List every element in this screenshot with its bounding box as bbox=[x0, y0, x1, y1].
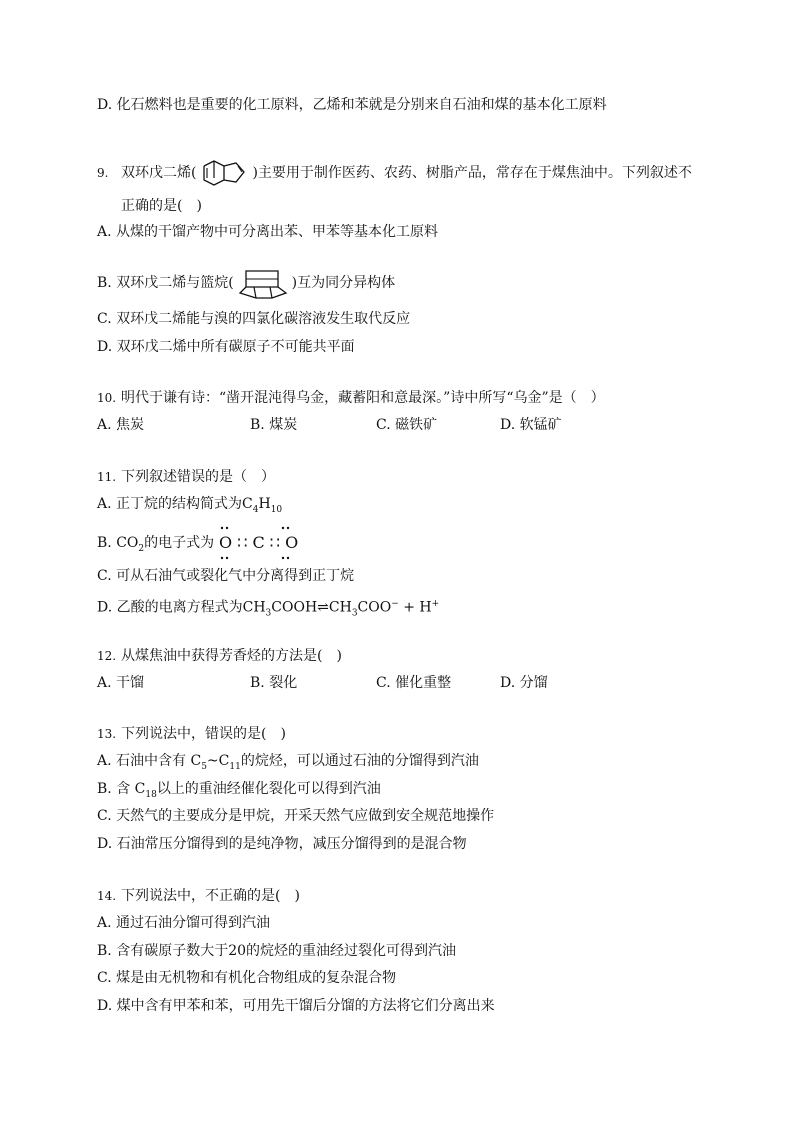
q10-stem: 10. 明代于谦有诗：“凿开混沌得乌金，藏蓄阳和意最深。”诗中所写“乌金”是（ ） bbox=[97, 390, 605, 406]
q12-stem: 12. 从煤焦油中获得芳香烃的方法是( ) bbox=[97, 648, 342, 664]
q10-option-d: D. 软锰矿 bbox=[500, 417, 562, 433]
q14-option-a: A. 通过石油分馏可得到汽油 bbox=[97, 915, 271, 931]
q9-stem-continued: 正确的是( ) bbox=[121, 198, 202, 214]
basketane-structure bbox=[234, 265, 292, 301]
q11-option-c: C. 可从石油气或裂化气中分离得到正丁烷 bbox=[97, 568, 355, 584]
q13-option-b: B. 含 $C_{18}$以上的重油经催化裂化可以得到汽油 bbox=[97, 781, 381, 800]
q9-option-c: C. 双环戊二烯能与溴的四氯化碳溶液发生取代反应 bbox=[97, 311, 411, 327]
q12-option-a: A. 干馏 bbox=[97, 675, 145, 691]
q14-stem: 14. 下列说法中，不正确的是( ) bbox=[97, 888, 300, 904]
q9-number: 9. bbox=[97, 166, 109, 180]
q10-option-c: C. 磁铁矿 bbox=[376, 417, 438, 433]
q13-option-c: C. 天然气的主要成分是甲烷，开采天然气应做到安全规范地操作 bbox=[97, 808, 495, 824]
q9-stem: 9. 双环戊二烯( )主要用于制作医药、农药、树脂产品，常存在于煤焦油中。下列叙述不 bbox=[97, 158, 692, 188]
q12-number: 12. bbox=[97, 649, 117, 663]
q11-option-b: B. $CO_2$的电子式为 O ∷ C ∷ O bbox=[97, 525, 299, 561]
q12-option-d: D. 分馏 bbox=[500, 675, 548, 691]
q14-option-c: C. 煤是由无机物和有机化合物组成的复杂混合物 bbox=[97, 970, 397, 986]
q11-stem: 11. 下列叙述错误的是（ ） bbox=[97, 469, 275, 485]
q10-option-b: B. 煤炭 bbox=[250, 417, 298, 433]
q9-option-d: D. 双环戊二烯中所有碳原子不可能共平面 bbox=[97, 339, 355, 355]
q14-option-d: D. 煤中含有甲苯和苯，可用先干馏后分馏的方法将它们分离出来 bbox=[97, 998, 495, 1014]
q9-option-b: B. 双环戊二烯与篮烷( )互为同分异构体 bbox=[97, 265, 395, 301]
co2-lewis-formula: O ∷ C ∷ O bbox=[218, 533, 298, 552]
q8-option-d: D. 化石燃料也是重要的化工原料，乙烯和苯就是分别来自石油和煤的基本化工原料 bbox=[97, 97, 607, 113]
q11-option-a: A. 正丁烷的结构简式为$C_4H_{10}$ bbox=[97, 496, 283, 515]
q13-option-d: D. 石油常压分馏得到的是纯净物，减压分馏得到的是混合物 bbox=[97, 836, 467, 852]
q11-option-d: D. 乙酸的电离方程式为$CH_3COOH\rightleftharpoons CH_3COO^- + H^+$ bbox=[97, 599, 440, 619]
q12-option-c: C. 催化重整 bbox=[376, 675, 452, 691]
q11-number: 11. bbox=[97, 470, 117, 484]
q14-number: 14. bbox=[97, 889, 117, 903]
q13-option-a: A. 石油中含有 $C_5\sim C_{11}$的烷烃，可以通过石油的分馏得到汽油 bbox=[97, 753, 479, 772]
q10-number: 10. bbox=[97, 391, 117, 405]
q13-stem: 13. 下列说法中，错误的是( ) bbox=[97, 726, 286, 742]
q14-option-b: B. 含有碳原子数大于20的烷烃的重油经过裂化可得到汽油 bbox=[97, 943, 457, 959]
q10-option-a: A. 焦炭 bbox=[97, 417, 145, 433]
co2-lewis-structure bbox=[219, 525, 299, 561]
q12-option-b: B. 裂化 bbox=[250, 675, 298, 691]
q13-number: 13. bbox=[97, 727, 117, 741]
q9-option-a: A. 从煤的干馏产物中可分离出苯、甲苯等基本化工原料 bbox=[97, 224, 439, 240]
dicyclopentadiene-structure bbox=[196, 158, 252, 188]
